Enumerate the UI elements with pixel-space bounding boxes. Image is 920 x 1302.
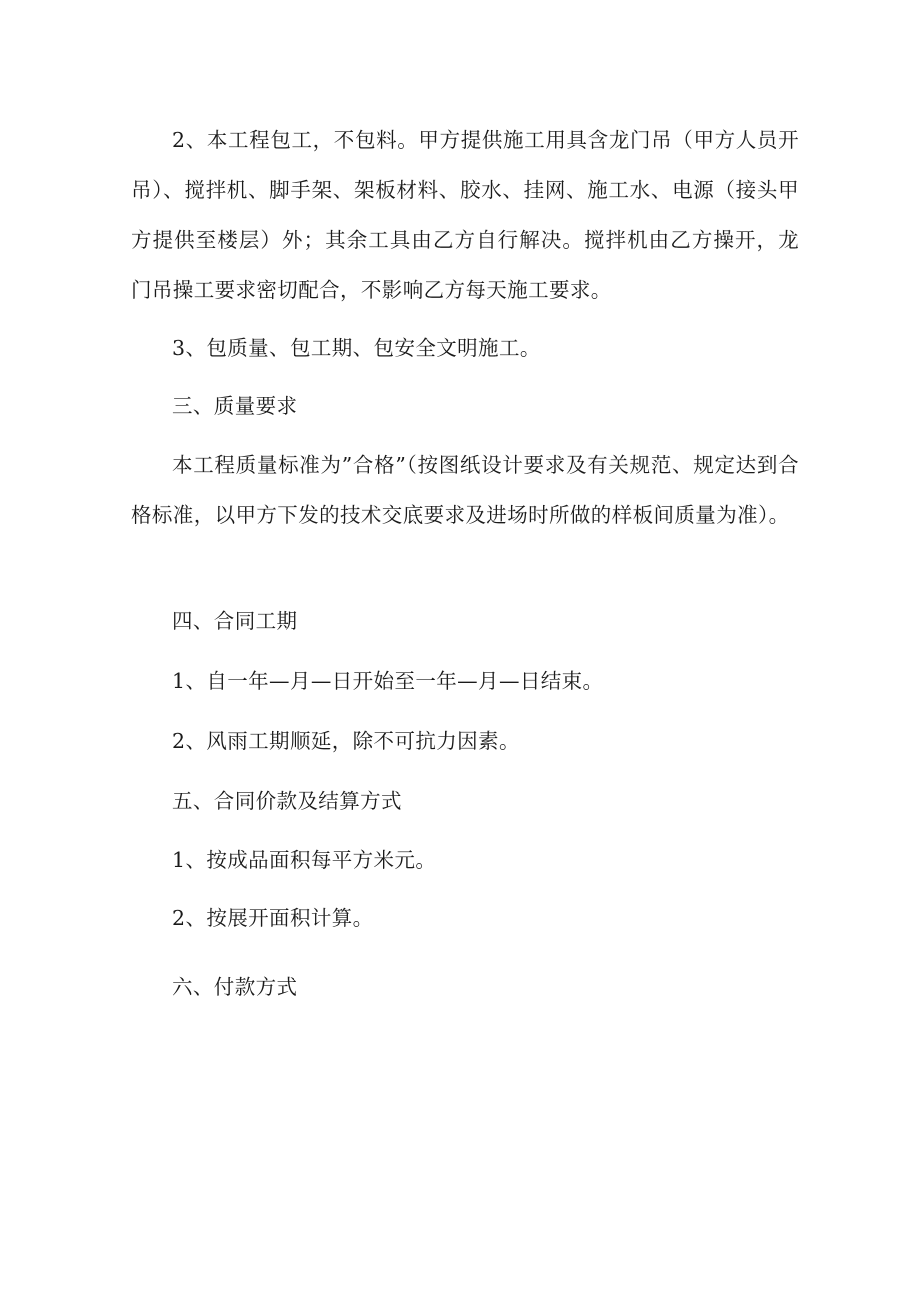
section-heading-duration: 四、合同工期	[172, 609, 298, 633]
section-heading-price: 五、合同价款及结算方式	[172, 789, 402, 813]
clause-2-contract-scope: 2、本工程包工，不包料。甲方提供施工用具含龙门吊（甲方人员开吊）、搅拌机、脚手架、架板材料、胶水、挂网、施工水、电源（接头甲方提供至楼层）外；其余工具由乙方自行解决。搅拌机由乙方操开，龙门吊操工要求密切配合，不影响乙方每天施工要求。	[131, 128, 799, 302]
duration-clause-2: 2、风雨工期顺延，除不可抗力因素。	[172, 729, 520, 753]
price-clause-1: 1、按成品面积每平方米元。	[172, 848, 437, 872]
price-clause-2: 2、按展开面积计算。	[172, 906, 374, 930]
section-heading-quality: 三、质量要求	[172, 394, 298, 418]
section-heading-payment: 六、付款方式	[172, 975, 298, 999]
duration-clause-1: 1、自一年—月—日开始至一年—月—日结束。	[172, 669, 604, 693]
quality-standard-paragraph: 本工程质量标准为”合格”（按图纸设计要求及有关规范、规定达到合格标准，以甲方下发的技术交底要求及进场时所做的样板间质量为准）。	[131, 453, 799, 527]
clause-3-guarantees: 3、包质量、包工期、包安全文明施工。	[172, 336, 541, 360]
